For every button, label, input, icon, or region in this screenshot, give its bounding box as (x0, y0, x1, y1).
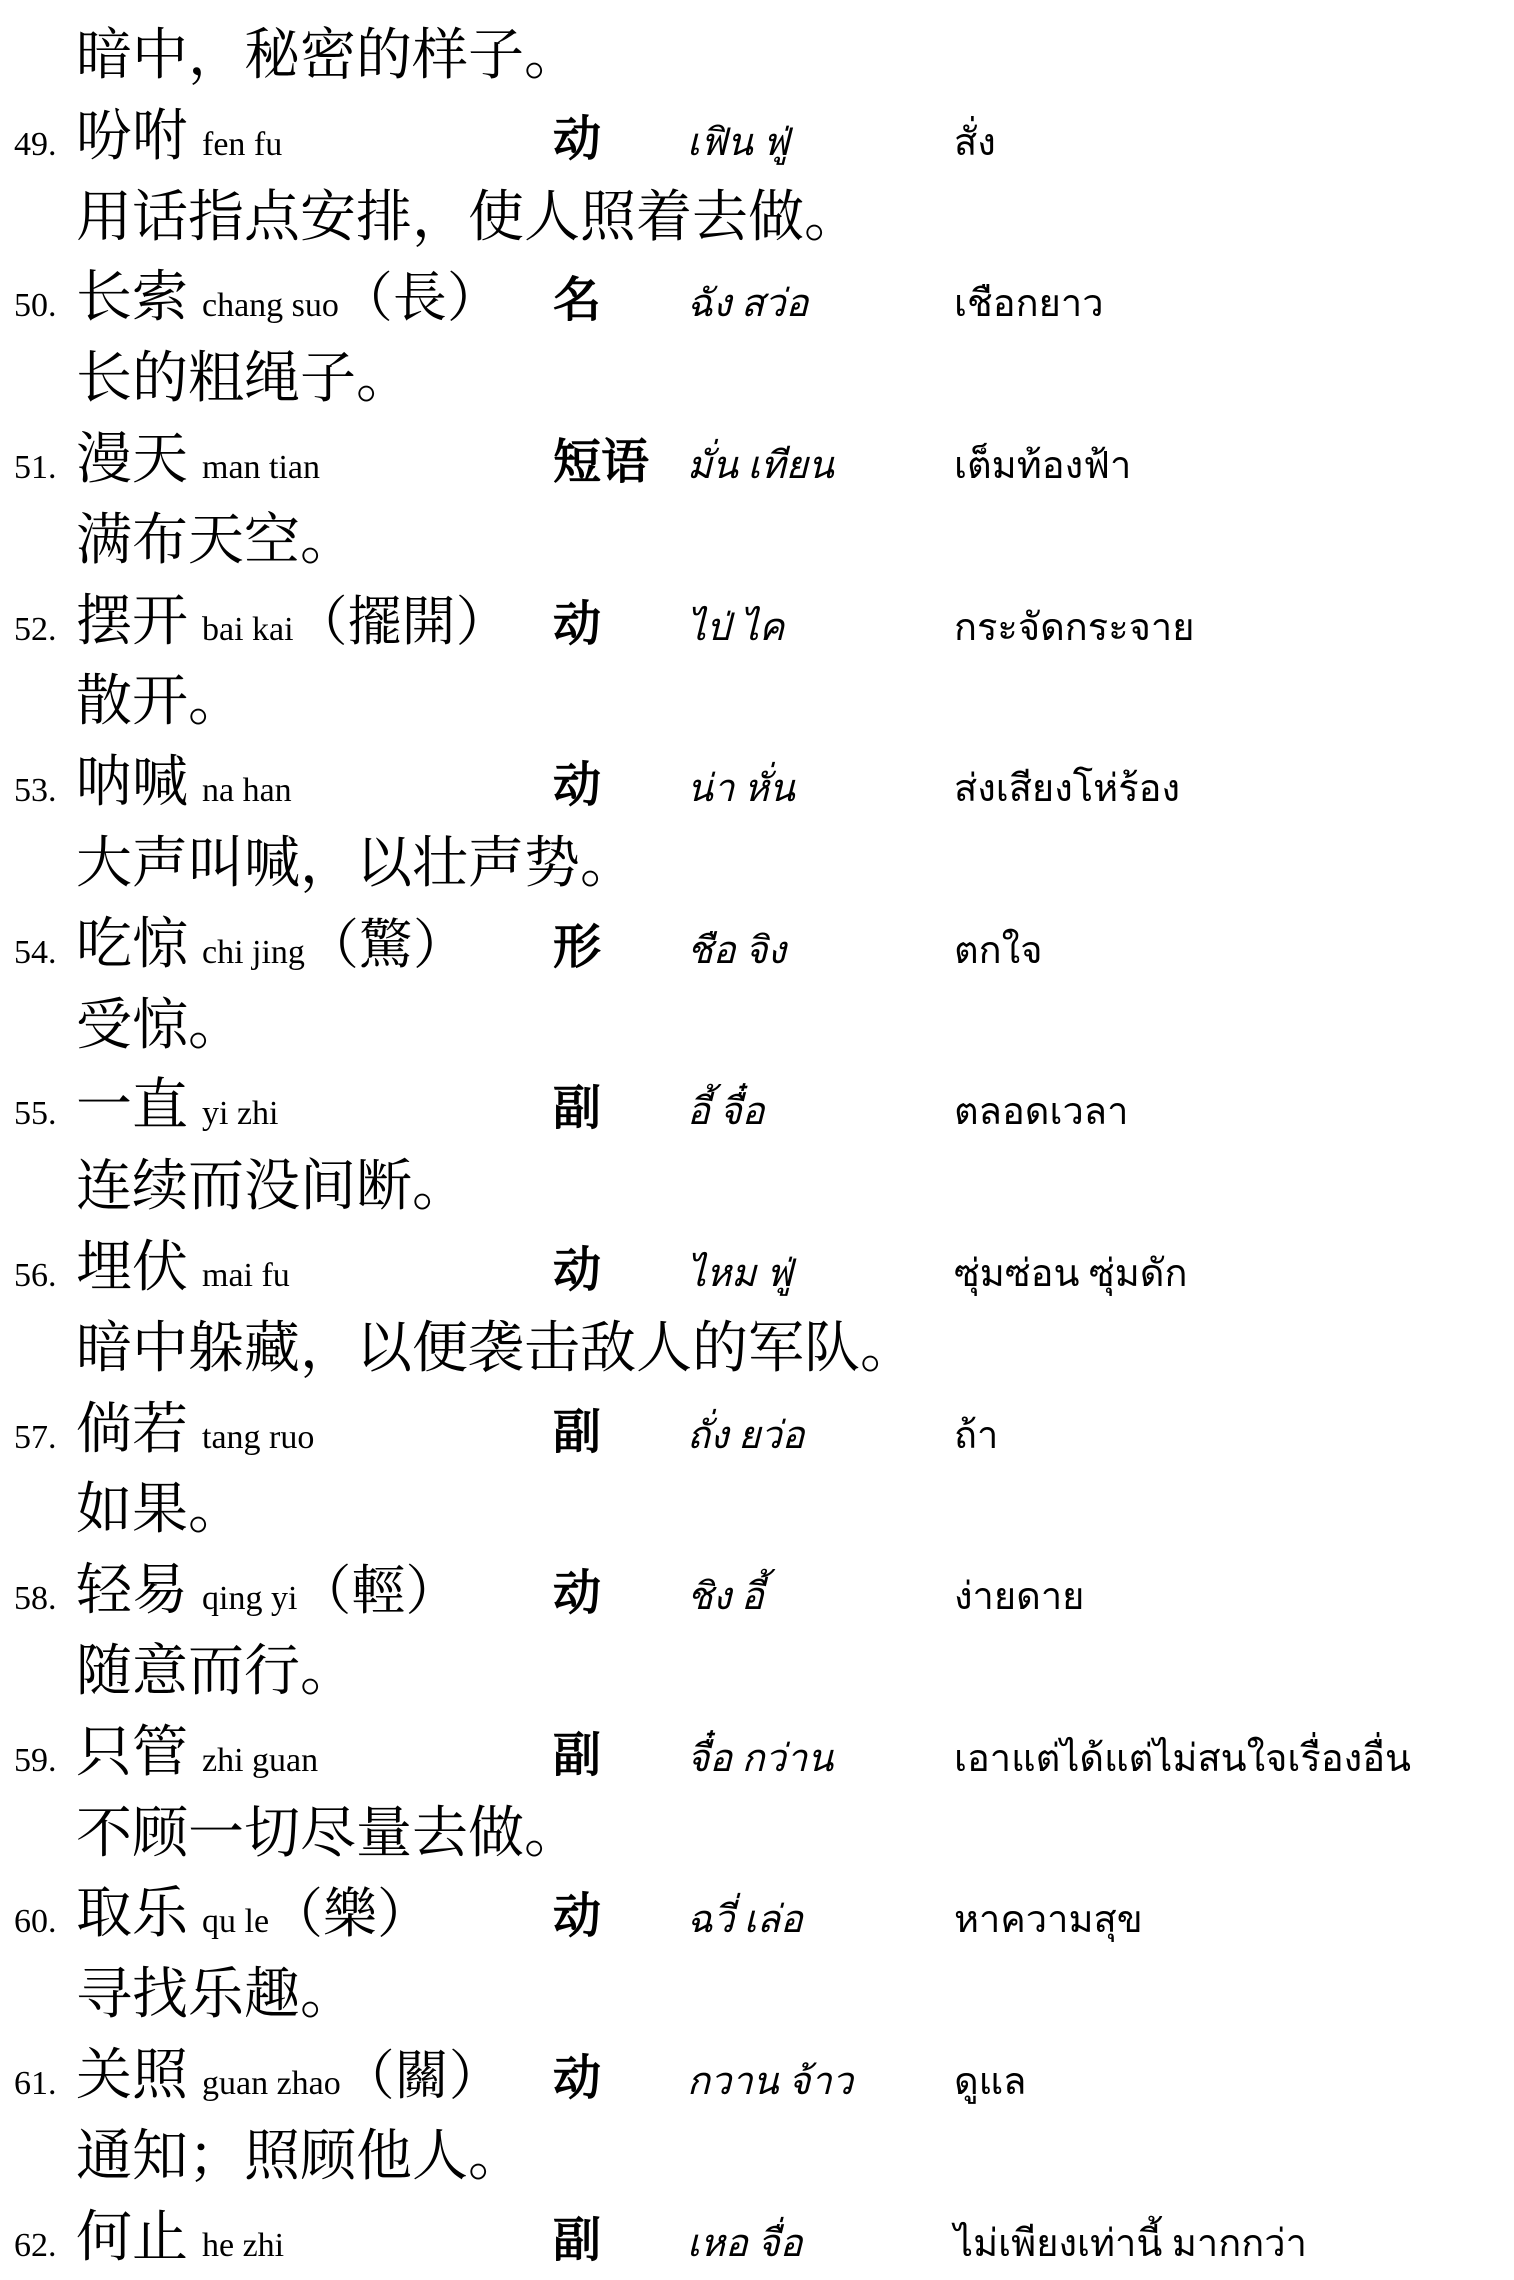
entry-headword-group (76, 2198, 553, 2280)
entry-part-of-speech: 副 (553, 1082, 602, 1136)
entry-definition: 通知；照顾他人。 (76, 2125, 524, 2188)
entry-part-of-speech: 副 (553, 1405, 602, 1459)
entry-row-52 (0, 582, 1514, 663)
entry-part-of-speech: 副 (553, 1728, 602, 1782)
entry-thai-reading: เหอ จื่อ (687, 2222, 803, 2265)
entry-thai-meaning: ตลอดเวลา (954, 1091, 1129, 1134)
entry-thai-reading: จื๋อ กว่าน (687, 1737, 834, 1780)
entry-definition: 随意而行。 (76, 1640, 356, 1703)
entry-row-49 (0, 97, 1514, 178)
entry-headword-group (76, 2036, 553, 2125)
entry-part-of-speech: 动 (553, 112, 602, 166)
entry-traditional-form: （長） (338, 268, 501, 329)
entry-word: 何止 (76, 2206, 188, 2269)
entry-definition: 如果。 (76, 1479, 244, 1542)
entry-pinyin: guan zhao (202, 2064, 341, 2102)
entry-row-57 (0, 1390, 1514, 1471)
entry-thai-meaning: ง่ายดาย (954, 1576, 1085, 1619)
entry-pinyin: chi jing (202, 933, 305, 971)
entry-thai-meaning: ซุ่มซ่อน ซุ่มดัก (954, 1252, 1188, 1295)
entry-pinyin: qing yi (202, 1580, 298, 1618)
entry-thai-meaning: เชือกยาว (954, 283, 1104, 326)
entry-word: 吃惊 (76, 913, 188, 976)
entry-headword-group (76, 97, 553, 186)
entry-headword-group (76, 420, 553, 509)
entry-number: 62. (14, 2226, 57, 2264)
entry-thai-meaning: สั่ง (954, 121, 996, 164)
entry-part-of-speech: 动 (553, 597, 602, 651)
entry-word: 长索 (76, 267, 188, 330)
entry-word: 关照 (76, 2044, 188, 2107)
entry-thai-reading: ฉัง สว่อ (687, 283, 809, 326)
entry-thai-meaning: เอาแต่ได้แต่ไม่สนใจเรื่องอื่น (954, 1737, 1412, 1780)
entry-row-54 (0, 905, 1514, 986)
entry-part-of-speech: 动 (553, 1890, 602, 1944)
entry-part-of-speech: 副 (553, 2213, 602, 2267)
entry-word: 取乐 (76, 1883, 188, 1946)
entry-part-of-speech: 短语 (553, 435, 650, 489)
entry-word: 埋伏 (76, 1236, 188, 1299)
entry-pinyin: man tian (202, 448, 321, 486)
entry-thai-meaning: ดูแล (954, 2060, 1027, 2103)
entry-headword-group (76, 1551, 553, 1640)
entry-traditional-form: （驚） (304, 914, 467, 975)
entry-number: 57. (14, 1418, 57, 1456)
entry-thai-reading: มั่น เทียน (687, 444, 834, 487)
entry-definition: 受惊。 (76, 994, 244, 1057)
entry-word: 摆开 (76, 590, 188, 653)
entry-definition: 散开。 (76, 671, 244, 734)
entry-number: 55. (14, 1095, 57, 1133)
entry-traditional-form: （擺開） (293, 591, 510, 652)
entry-number: 52. (14, 610, 57, 648)
entry-row-58 (0, 1551, 1514, 1632)
entry-thai-reading: ชือ จิง (687, 929, 786, 972)
entry-traditional-form: （關） (340, 2045, 503, 2106)
entry-pinyin: na han (202, 772, 292, 810)
entry-row-55 (0, 1066, 1514, 1147)
entry-number: 51. (14, 448, 57, 486)
entry-definition: 寻找乐趣。 (76, 1964, 356, 2027)
entry-part-of-speech: 动 (553, 1567, 602, 1621)
entry-row-59 (0, 1713, 1514, 1794)
entry-row-60 (0, 1874, 1514, 1955)
entry-thai-reading: ถั่ง ยว่อ (687, 1414, 805, 1457)
entry-pinyin: fen fu (202, 125, 283, 163)
entry-row-61 (0, 2036, 1514, 2117)
entry-thai-meaning: ส่งเสียงโห่ร้อง (954, 768, 1180, 811)
entry-thai-reading: น่า หั่น (687, 768, 795, 811)
entry-thai-meaning: ไม่เพียงเท่านี้ มากกว่า (954, 2222, 1307, 2265)
entry-pinyin: he zhi (202, 2226, 285, 2264)
entry-word: 一直 (76, 1075, 188, 1138)
entry-part-of-speech: 形 (553, 920, 602, 974)
entry-pinyin: tang ruo (202, 1418, 315, 1456)
entry-pinyin: bai kai (202, 610, 294, 648)
entry-headword-group (76, 1713, 553, 1802)
entry-definition: 满布天空。 (76, 509, 356, 572)
entry-number: 49. (14, 125, 57, 163)
entry-row-51 (0, 420, 1514, 501)
entry-thai-reading: ชิง อี้ (687, 1576, 764, 1619)
entry-traditional-form: （輕） (297, 1561, 460, 1622)
entry-row-50 (0, 258, 1514, 339)
entry-pinyin: yi zhi (202, 1095, 279, 1133)
continued-definition: 暗中，秘密的样子。 (76, 25, 580, 87)
entry-number: 50. (14, 287, 57, 325)
entry-headword-group (76, 1228, 553, 1317)
entry-traditional-form: （樂） (269, 1884, 432, 1945)
entry-definition: 暗中躲藏，以便袭击敌人的军队。 (76, 1317, 916, 1380)
entry-definition: 连续而没间断。 (76, 1156, 468, 1219)
entry-number: 58. (14, 1580, 57, 1618)
entry-thai-meaning: กระจัดกระจาย (954, 606, 1195, 649)
entry-part-of-speech: 动 (553, 2051, 602, 2105)
entry-number: 56. (14, 1256, 57, 1294)
entry-thai-reading: ไหม ฟู่ (687, 1252, 793, 1295)
entry-part-of-speech: 动 (553, 759, 602, 813)
entry-pinyin: mai fu (202, 1256, 290, 1294)
entry-thai-meaning: ถ้า (954, 1414, 999, 1457)
entry-headword-group (76, 905, 553, 994)
entry-row-62 (0, 2198, 1514, 2279)
entry-thai-reading: กวาน จ้าว (687, 2060, 854, 2103)
entry-row-56 (0, 1228, 1514, 1309)
entry-headword-group (76, 582, 553, 671)
entry-word: 只管 (76, 1721, 188, 1784)
entry-number: 59. (14, 1741, 57, 1779)
entry-row-53 (0, 743, 1514, 824)
entry-headword-group (76, 1390, 553, 1479)
entry-word: 轻易 (76, 1560, 188, 1623)
entry-definition: 长的粗绳子。 (76, 348, 412, 411)
entry-word: 吩咐 (76, 105, 188, 168)
entry-word: 倘若 (76, 1398, 188, 1461)
entry-thai-reading: อี้ จื๋อ (687, 1091, 765, 1134)
entry-definition: 用话指点安排，使人照着去做。 (76, 186, 860, 249)
entry-thai-meaning: หาความสุข (954, 1899, 1143, 1942)
entry-pinyin: zhi guan (202, 1741, 319, 1779)
entry-thai-meaning: เต็มท้องฟ้า (954, 444, 1132, 487)
entry-thai-reading: ไป่ ไค (687, 606, 785, 649)
entry-thai-reading: เฟิน ฟู่ (687, 121, 790, 164)
entry-headword-group (76, 1874, 553, 1963)
entry-word: 呐喊 (76, 752, 188, 815)
entry-definition: 大声叫喊，以壮声势。 (76, 832, 636, 895)
entry-definition: 不顾一切尽量去做。 (76, 1802, 580, 1865)
entry-headword-group (76, 258, 553, 347)
entry-number: 61. (14, 2064, 57, 2102)
entry-thai-meaning: ตกใจ (954, 929, 1043, 972)
entry-word: 漫天 (76, 428, 188, 491)
entry-thai-reading: ฉวี่ เล่อ (687, 1899, 803, 1942)
entry-pinyin: chang suo (202, 287, 339, 325)
entry-part-of-speech: 名 (553, 274, 602, 328)
entry-headword-group (76, 743, 553, 832)
entry-number: 54. (14, 933, 57, 971)
entry-headword-group (76, 1066, 553, 1155)
entry-part-of-speech: 动 (553, 1243, 602, 1297)
entry-number: 53. (14, 772, 57, 810)
entry-pinyin: qu le (202, 1903, 270, 1941)
entry-number: 60. (14, 1903, 57, 1941)
